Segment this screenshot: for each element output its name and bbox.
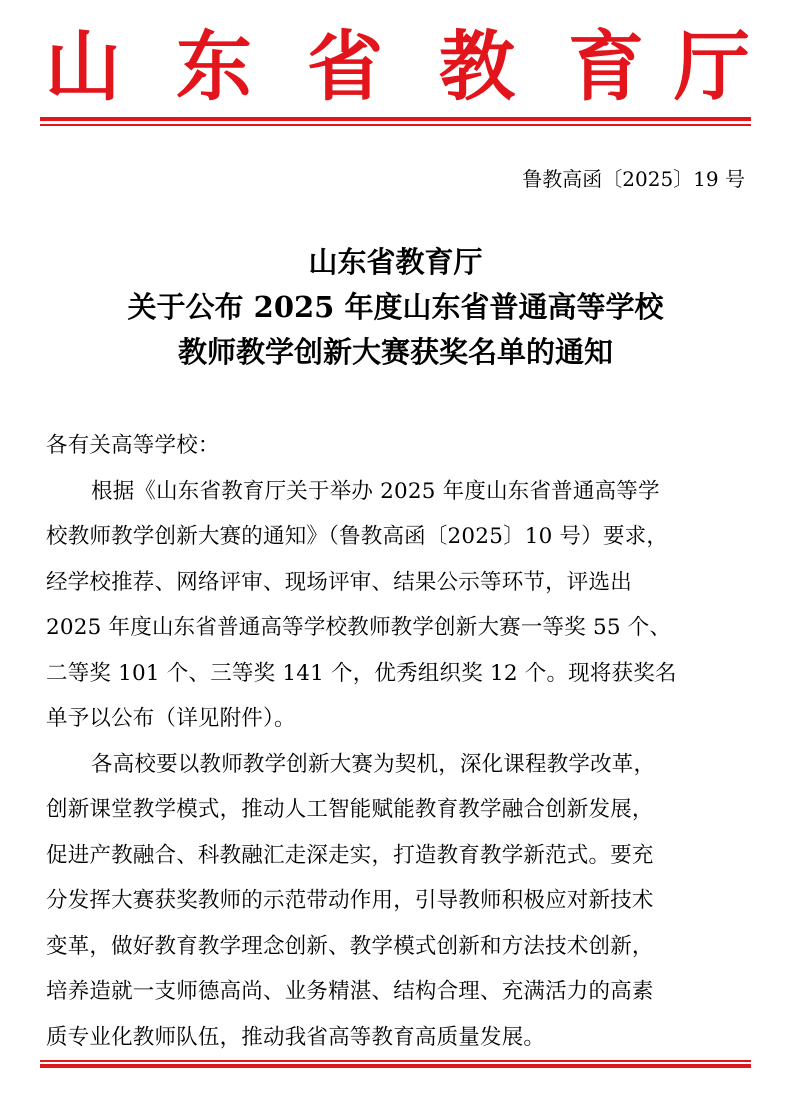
letterhead-char: 教	[439, 22, 515, 111]
footer-rule-thick	[40, 1064, 751, 1068]
letterhead-char: 山	[45, 22, 121, 111]
paragraph-line: 质专业化教师队伍，推动我省高等教育高质量发展。	[46, 1024, 546, 1050]
header-rule-thin	[40, 124, 751, 126]
paragraph-line: 经学校推荐、网络评审、现场评审、结果公示等环节，评选出	[46, 569, 632, 595]
salutation: 各有关高等学校：	[46, 433, 220, 458]
title-line: 山东省教育厅	[308, 245, 483, 279]
letterhead-char: 厅	[674, 22, 750, 111]
letterhead-char: 育	[568, 22, 644, 111]
paragraph-line: 各高校要以教师教学创新大赛为契机，深化课程教学改革，	[91, 751, 656, 777]
letterhead-char: 省	[307, 22, 383, 111]
document-body	[46, 423, 745, 1060]
title-line: 教师教学创新大赛获奖名单的通知	[177, 335, 613, 369]
footer-rule-thin	[40, 1060, 751, 1062]
paragraph-line: 单予以公布（详见附件）。	[46, 706, 296, 731]
paragraph-line: 校教师教学创新大赛的通知》（鲁教高函〔2025〕10 号）要求，	[46, 524, 669, 549]
title-line: 关于公布 2025 年度山东省普通高等学校	[127, 290, 664, 324]
paragraph-line: 促进产教融合、科教融汇走深走实，打造教育教学新范式。要充	[46, 842, 654, 868]
paragraph-line: 培养造就一支师德高尚、业务精湛、结构合理、充满活力的高素	[46, 979, 654, 1004]
document-number: 鲁教高函〔2025〕19 号	[522, 167, 745, 191]
document-title	[0, 240, 791, 375]
paragraph-line: 根据《山东省教育厅关于举办 2025 年度山东省普通高等学	[91, 478, 660, 504]
letterhead-title	[0, 22, 791, 112]
header-rule-thick	[40, 117, 751, 121]
letterhead-char: 东	[176, 22, 252, 111]
paragraph-line: 创新课堂教学模式，推动人工智能赋能教育教学融合创新发展，	[46, 797, 654, 822]
paragraph-line: 2025 年度山东省普通高等学校教师教学创新大赛一等奖 55 个、	[46, 615, 672, 640]
paragraph-line: 变革，做好教育教学理念创新、教学模式创新和方法技术创新，	[46, 933, 654, 959]
paragraph-line: 分发挥大赛获奖教师的示范带动作用，引导教师积极应对新技术	[46, 888, 654, 913]
paragraph-line: 二等奖 101 个、三等奖 141 个，优秀组织奖 12 个。现将获奖名	[46, 660, 677, 686]
